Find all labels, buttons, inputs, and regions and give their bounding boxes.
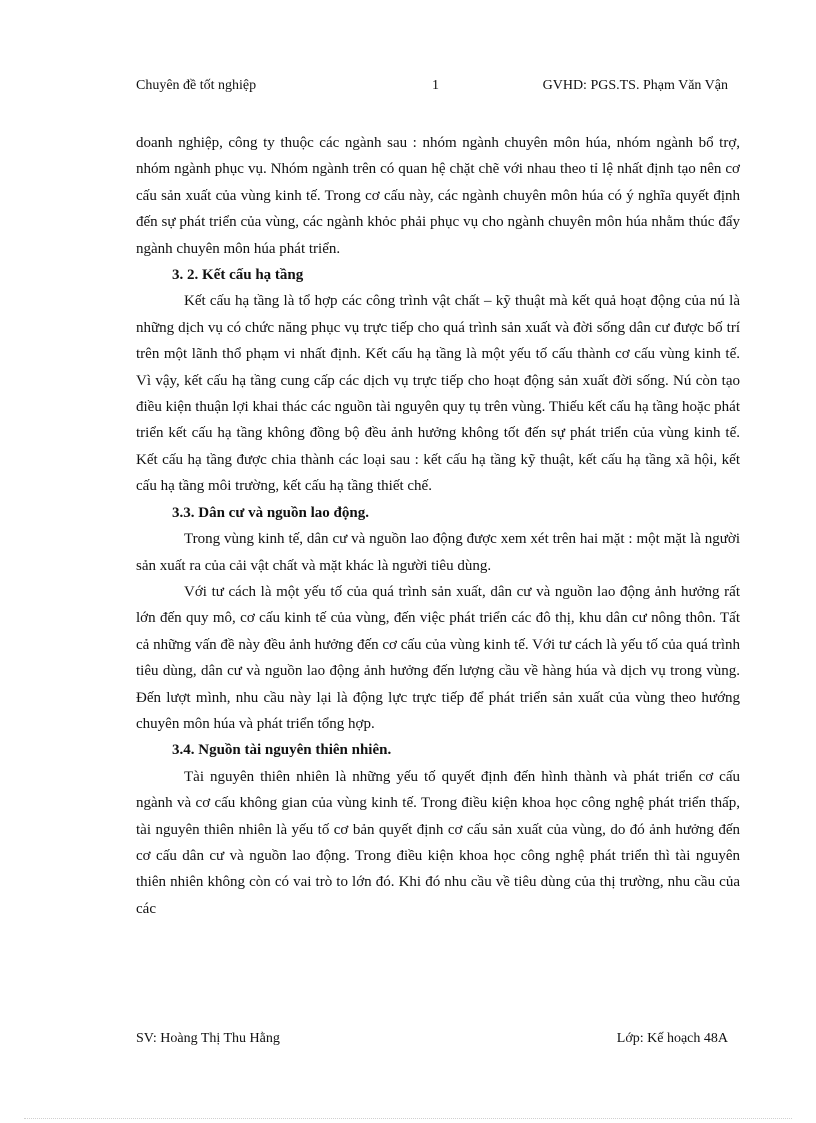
paragraph-3-3b: Với tư cách là một yếu tố của quá trình sản xuất, dân cư và nguồn lao động ảnh hưởng rất lớn đến quy mô, cơ cấu kinh tế của vùng, đến việc phát triển các đô thị, khu dân cư nông thôn. Tất cả những vấn đề này đều ảnh hưởng đến cơ cấu của vùng kinh tế. Với tư cách là yếu tố của quá trình tiêu dùng, dân cư và nguồn lao động ảnh hưởng đến lượng cầu về hàng húa và dịch vụ trong vùng. Đến lượt mình, nhu cầu này lại là động lực trực tiếp để phát triển sản xuất của vùng theo hướng chuyên môn húa và phát triển tổng hợp. (136, 583, 740, 732)
header-supervisor: GVHD: PGS.TS. Phạm Văn Vận (542, 78, 728, 93)
page-number: 1 (432, 78, 439, 93)
footer-student: SV: Hoàng Thị Thu Hằng (136, 1031, 280, 1046)
footer-class: Lớp: Kế hoạch 48A (616, 1031, 728, 1046)
paragraph-3-4: Tài nguyên thiên nhiên là những yếu tố quyết định đến hình thành và phát triển cơ cấu ngành và cơ cấu không gian của vùng kinh tế. Trong điều kiện khoa học công nghệ phát triển thấp, tài nguyên thiên nhiên là yếu tố cơ bản quyết định cơ cấu sản xuất của vùng, do đó ảnh hưởng đến cơ cấu dân cư và nguồn lao động. Trong điều kiện khoa học công nghệ phát triển thì tài nguyên thiên nhiên không còn có vai trò to lớn đó. Khi đó nhu cầu về tiêu dùng của thị trường, nhu cầu của các (136, 768, 740, 917)
paragraph-continuation: doanh nghiệp, công ty thuộc các ngành sau : nhóm ngành chuyên môn húa, nhóm ngành bổ trợ, nhóm ngành phục vụ. Nhóm ngành trên có quan hệ chặt chẽ với nhau theo tỉ lệ nhất định tạo nên cơ cấu sản xuất của vùng kinh tế. Trong cơ cấu này, các ngành chuyên môn húa có ý nghĩa quyết định đến sự phát triển của vùng, các ngành khỏc phải phục vụ cho ngành chuyên môn húa nhằm thúc đẩy ngành chuyên môn húa phát triển. (136, 135, 740, 257)
heading-3-4: 3.4. Nguồn tài nguyên thiên nhiên. (172, 742, 392, 759)
paragraph-3-2: Kết cấu hạ tầng là tổ hợp các công trình vật chất – kỹ thuật mà kết quả hoạt động của nú là những dịch vụ có chức năng phục vụ trực tiếp cho quá trình sản xuất và đời sống dân cư được bố trí trên một lãnh thổ phạm vi nhất định. Kết cấu hạ tầng là một yếu tố cấu thành cơ cấu vùng kinh tế. Vì vậy, kết cấu hạ tầng cung cấp các dịch vụ trực tiếp cho hoạt động sản xuất đời sống. Nú còn tạo điều kiện thuận lợi khai thác các nguồn tài nguyên quy tụ trên vùng. Thiếu kết cấu hạ tầng hoặc phát triển kết cấu hạ tầng không đồng bộ đều ảnh hưởng không tốt đến sự phát triển của vùng kinh tế. Kết cấu hạ tầng được chia thành các loại sau : kết cấu hạ tầng kỹ thuật, kết cấu hạ tầng xã hội, kết cấu hạ tầng môi trường, kết cấu hạ tầng thiết chế. (136, 293, 740, 495)
paragraph-3-3a: Trong vùng kinh tế, dân cư và nguồn lao động được xem xét trên hai mặt : một mặt là người sản xuất ra của cải vật chất và mặt khác là người tiêu dùng. (136, 531, 740, 574)
document-body (136, 130, 740, 922)
heading-3-2: 3. 2. Kết cấu hạ tầng (172, 267, 304, 284)
heading-3-3: 3.3. Dân cư và nguồn lao động. (172, 504, 369, 521)
header-title: Chuyên đề tốt nghiệp (136, 78, 257, 93)
page-edge-divider (24, 1118, 792, 1119)
